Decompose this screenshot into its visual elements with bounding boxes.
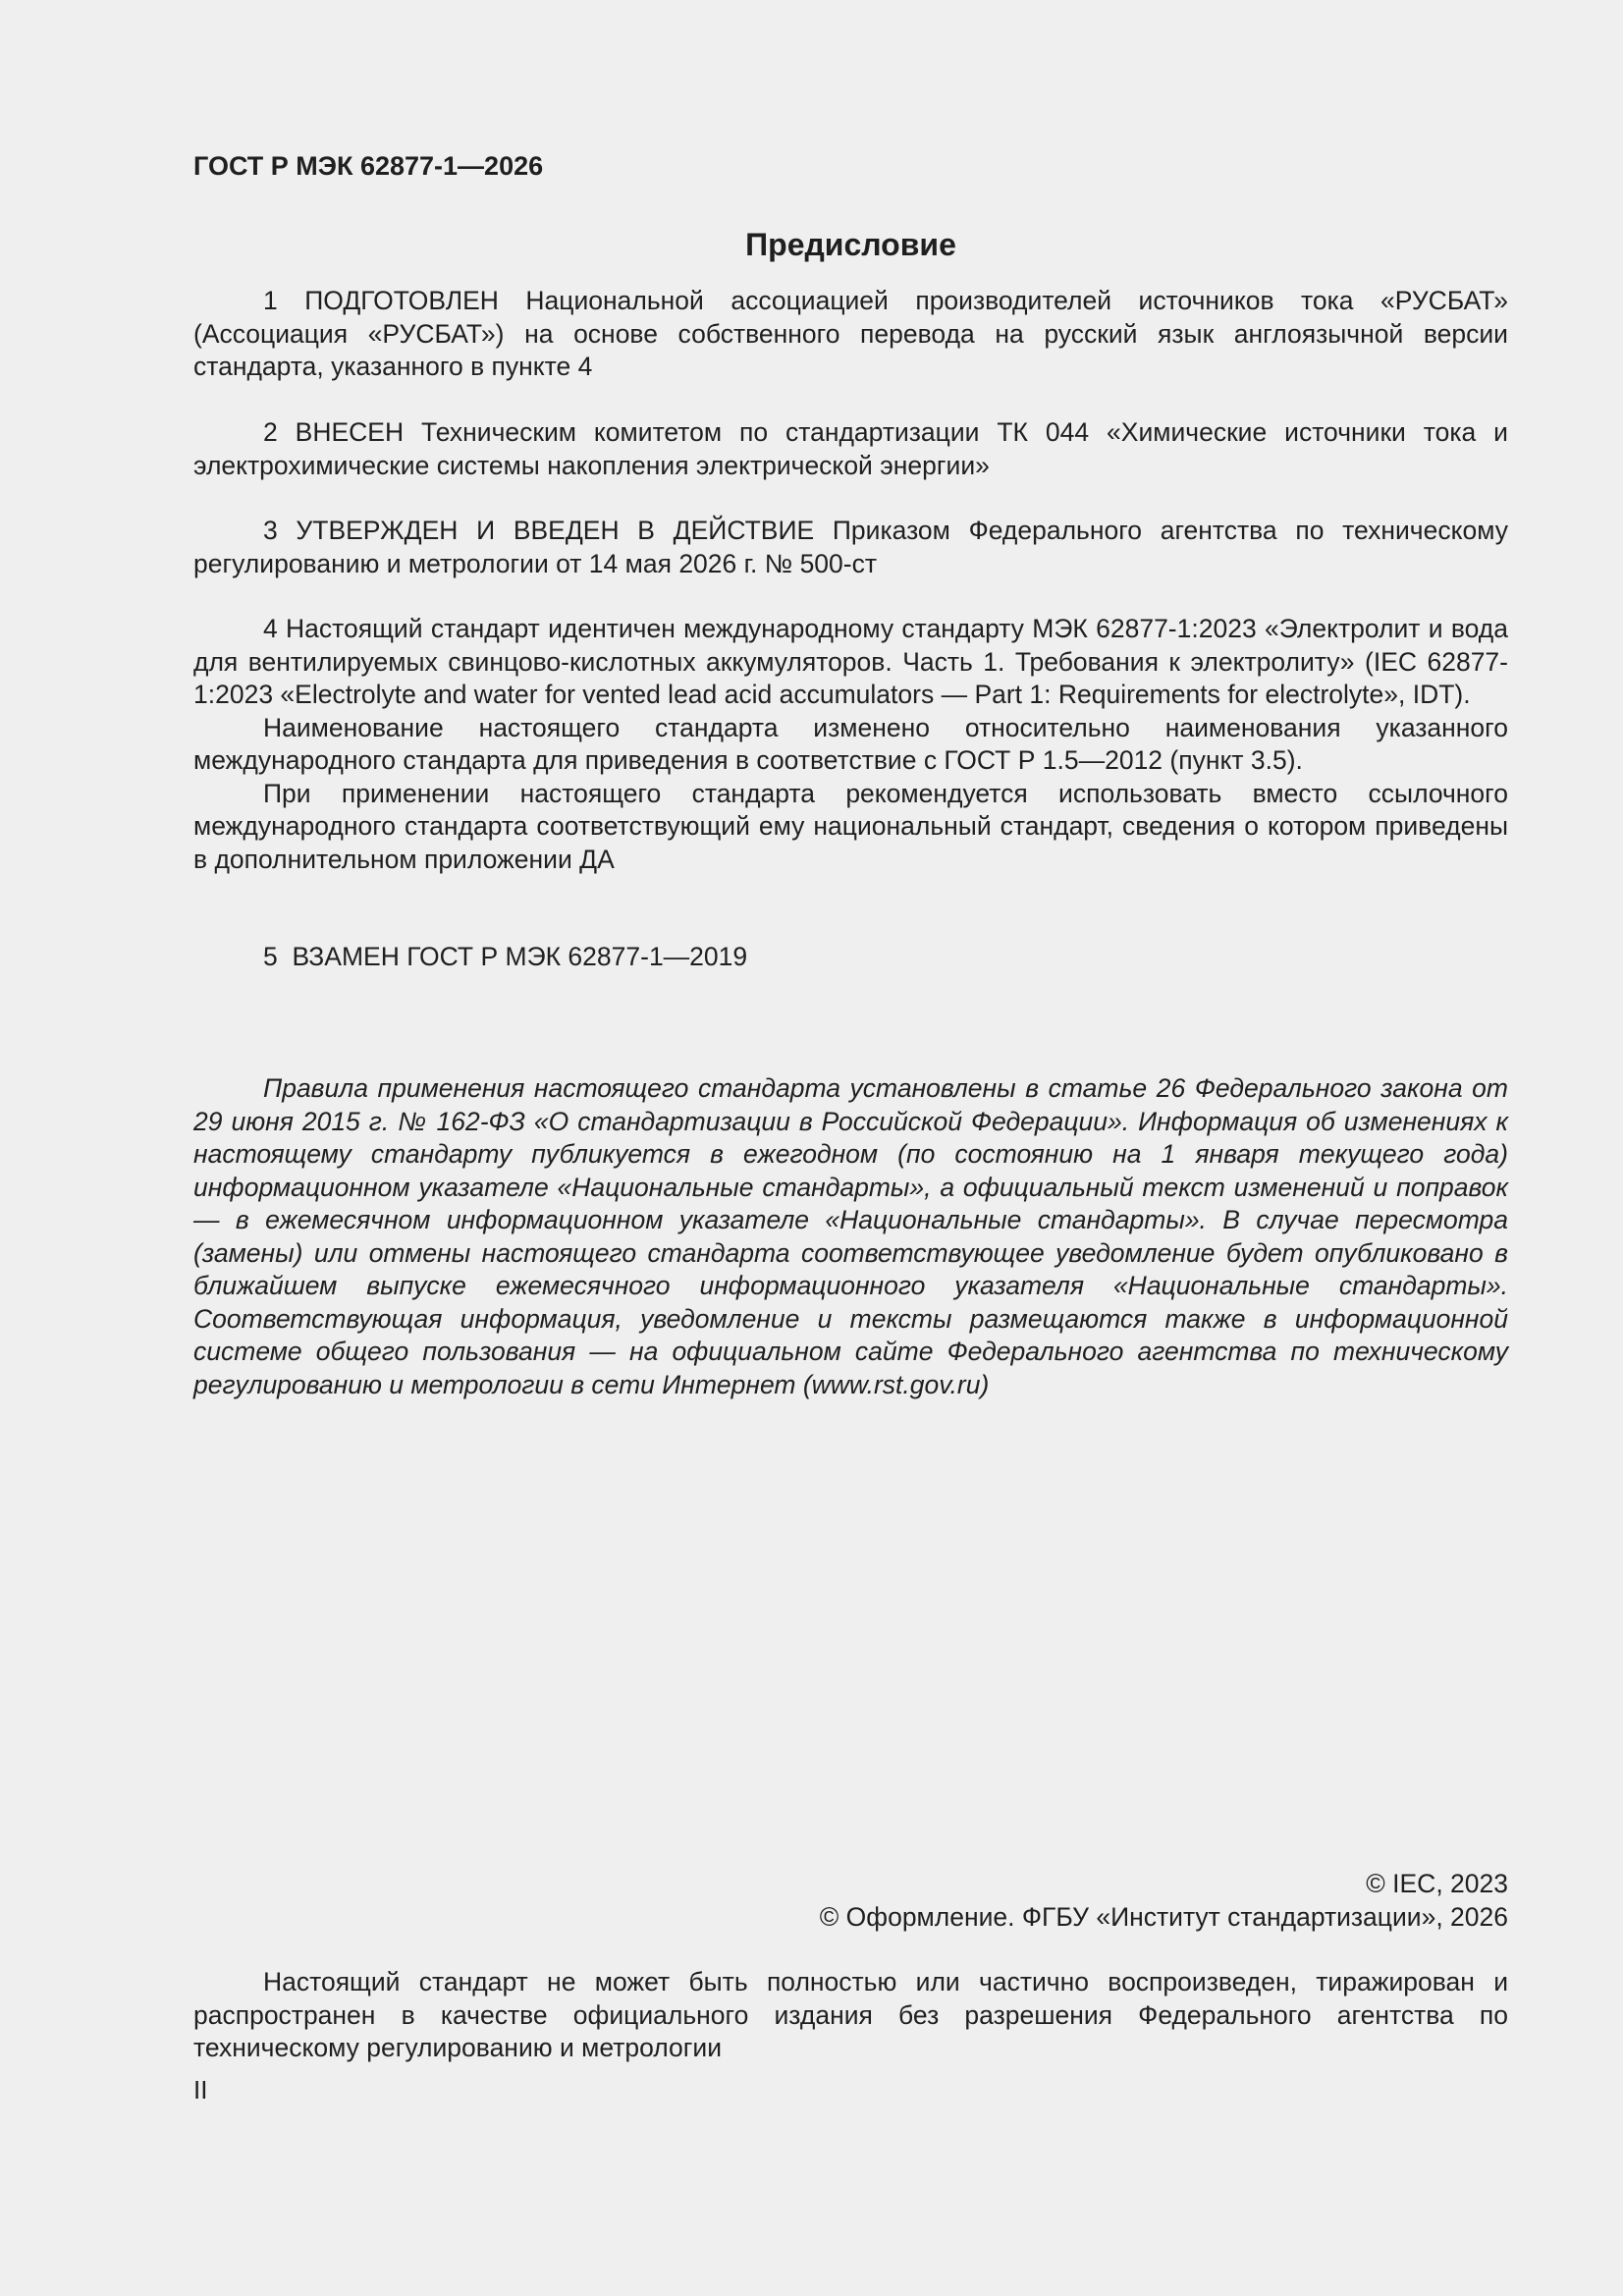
preface-item-1 — [193, 285, 1508, 384]
document-code: ГОСТ Р МЭК 62877-1—2026 — [193, 151, 544, 181]
preface-item-4 — [193, 613, 1508, 876]
preface-item-4-text: 4 Настоящий стандарт идентичен международному стандарту МЭК 62877-1:2023 «Электролит и вода для вентилируемых свинцово-кислотных аккумуляторов. Часть 1. Требования к электролиту» (IEC 62877-1:2023 «Electrolyte and water for vented lead acid accumulators — Part 1: Requirements for electrolyte», IDT). — [193, 614, 1508, 709]
preface-item-4-note-2: При применении настоящего стандарта рекомендуется использовать вместо ссылочного международного стандарта соответствующий ему национальный стандарт, сведения о котором приведены в дополнительном приложении ДА — [193, 778, 1508, 874]
preface-item-2-text: 2 ВНЕСЕН Техническим комитетом по стандартизации ТК 044 «Химические источники тока и электрохимические системы накопления электрической энергии» — [193, 417, 1508, 480]
copyright-design: © Оформление. ФГБУ «Институт стандартизации», 2026 — [819, 1901, 1508, 1932]
preface-item-4-note-1: Наименование настоящего стандарта изменено относительно наименования указанного международного стандарта для приведения в соответствие с ГОСТ Р 1.5—2012 (пункт 3.5). — [193, 712, 1508, 775]
preface-item-2 — [193, 416, 1508, 482]
preface-title: Предисловие — [745, 227, 956, 262]
preface-item-3-text: 3 УТВЕРЖДЕН И ВВЕДЕН В ДЕЙСТВИЕ Приказом Федерального агентства по техническому регулированию и метрологии от 14 мая 2026 г. № 500-ст — [193, 516, 1508, 578]
reproduction-notice-text: Настоящий стандарт не может быть полностью или частично воспроизведен, тиражирован и распространен в качестве официального издания без разрешения Федерального агентства по техническому регулированию и метрологии — [193, 1967, 1508, 2062]
copyright-block — [193, 1868, 1508, 1934]
copyright-iec: © IEC, 2023 — [1366, 1869, 1508, 1898]
preface-item-5 — [193, 941, 1508, 974]
preface-item-3 — [193, 515, 1508, 580]
rules-notice-text: Правила применения настоящего стандарта установлены в статье 26 Федерального закона от 29 июня 2015 г. № 162-ФЗ «О стандартизации в Российской Федерации». Информация об изменениях к настоящему стандарту публикуется в ежегодном (по состоянию на 1 января текущего года) информационном указателе «Национальные стандарты», а официальный текст изменений и поправок — в ежемесячном информационном указателе «Национальные стандарты». В случае пересмотра (замены) или отмены настоящего стандарта соответствующее уведомление будет опубликовано в ближайшем выпуске ежемесячного информационного указателя «Национальные стандарты». Соответствующая информация, уведомление и тексты размещаются также в информационной системе общего пользования — на официальном сайте Федерального агентства по техническому регулированию и метрологии в сети Интернет (www.rst.gov.ru) — [193, 1073, 1508, 1399]
rules-notice — [193, 1072, 1508, 1401]
reproduction-notice — [193, 1966, 1508, 2065]
preface-item-1-text: 1 ПОДГОТОВЛЕН Национальной ассоциацией производителей источников тока «РУСБАТ» (Ассоциация «РУСБАТ») на основе собственного перевода на русский язык англоязычной версии стандарта, указанного в пункте 4 — [193, 286, 1508, 381]
preface-item-5-text: 5 ВЗАМЕН ГОСТ Р МЭК 62877-1—2019 — [263, 942, 748, 971]
page-number: II — [193, 2075, 208, 2105]
